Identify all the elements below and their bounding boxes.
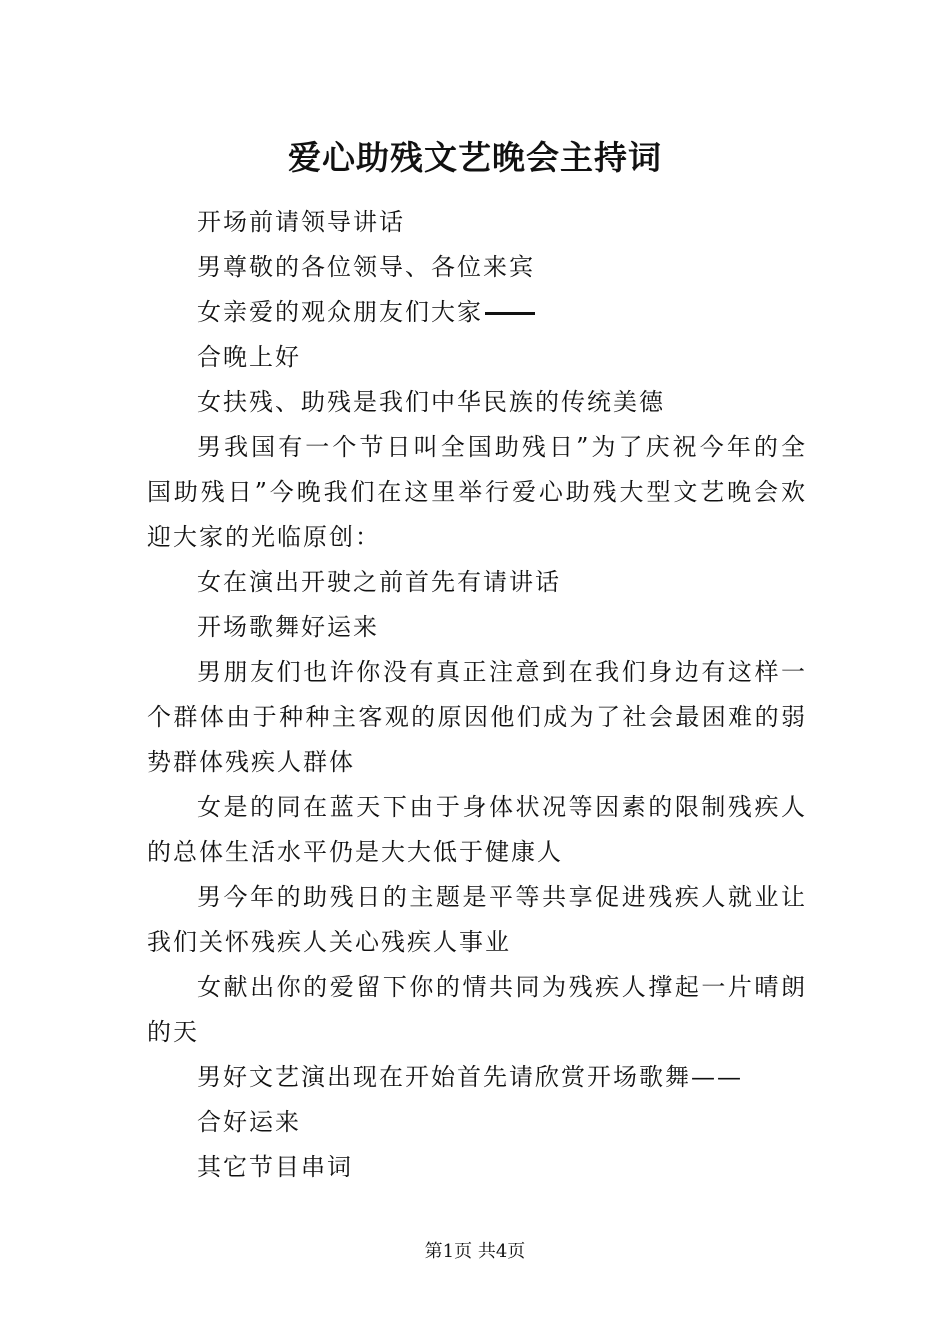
page-footer: 第1页 共4页 — [424, 1241, 526, 1262]
paragraph: 男朋友们也许你没有真正注意到在我们身边有这样一个群体由于种种主客观的原因他们成为了社会最困难的弱势群体残疾人群体 — [147, 658, 807, 776]
paragraph: 女是的同在蓝天下由于身体状况等因素的限制残疾人的总体生活水平仍是大大低于健康人 — [147, 793, 807, 866]
paragraph: 其它节目串词 — [197, 1153, 353, 1181]
paragraph: 开场前请领导讲话 — [197, 208, 405, 236]
paragraph: 男尊敬的各位领导、各位来宾 — [197, 253, 535, 281]
paragraph: 女献出你的爱留下你的情共同为残疾人撑起一片晴朗的天 — [147, 973, 807, 1046]
document-title: 爱心助残文艺晚会主持词 — [288, 138, 662, 177]
dash-line — [485, 312, 535, 315]
paragraph: 女扶残、助残是我们中华民族的传统美德 — [197, 388, 665, 416]
paragraph-text: 女亲爱的观众朋友们大家 — [197, 298, 483, 326]
paragraph: 开场歌舞好运来 — [197, 613, 379, 641]
paragraph: 合晚上好 — [197, 343, 301, 371]
paragraph — [147, 290, 807, 335]
document-body — [147, 200, 807, 1190]
paragraph: 女在演出开驶之前首先有请讲话 — [197, 568, 561, 596]
paragraph: 男今年的助残日的主题是平等共享促进残疾人就业让我们关怀残疾人关心残疾人事业 — [147, 883, 807, 956]
paragraph: 合好运来 — [197, 1108, 301, 1136]
paragraph: 男好文艺演出现在开始首先请欣赏开场歌舞—— — [197, 1063, 743, 1091]
paragraph: 男我国有一个节日叫全国助残日”为了庆祝今年的全国助残日”今晚我们在这里举行爱心助残大型文艺晚会欢迎大家的光临原创： — [147, 433, 807, 551]
